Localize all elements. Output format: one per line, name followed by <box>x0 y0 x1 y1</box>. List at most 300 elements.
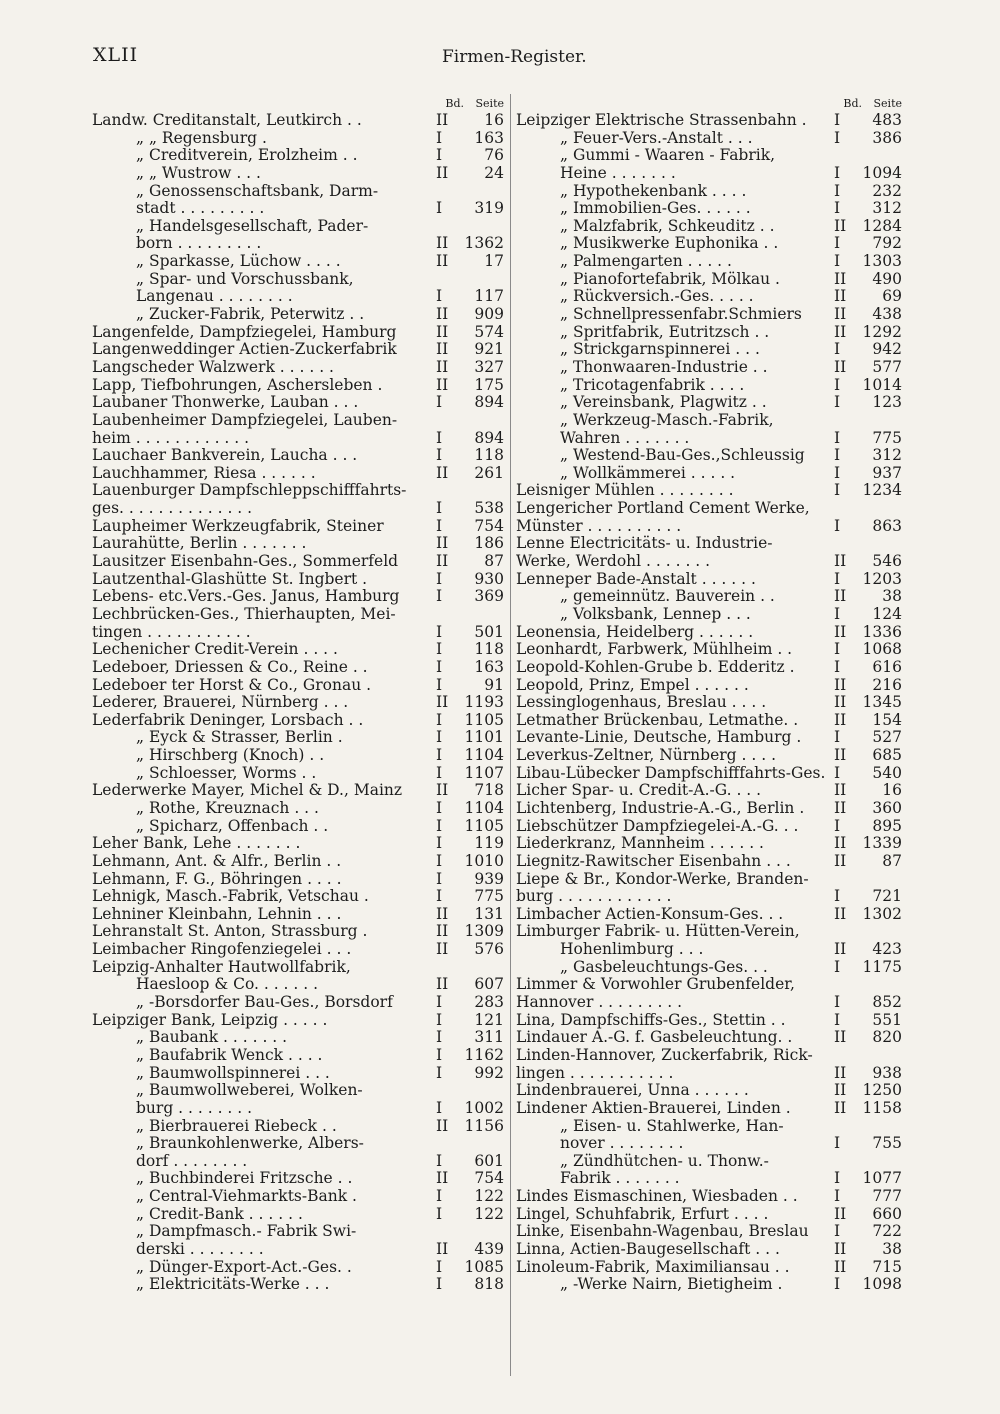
entry-volume: I <box>436 1187 443 1206</box>
entry-name: burg . . . . . . . . . . . . <box>516 888 672 906</box>
entry-name: „ Gummi - Waaren - Fabrik, <box>560 147 776 165</box>
entry-name: Lausitzer Eisenbahn-Ges., Sommerfeld <box>92 553 399 571</box>
entry-page: 755 <box>872 1134 902 1153</box>
index-entry <box>92 1047 506 1065</box>
entry-volume: I <box>436 675 443 694</box>
entry-name: Leverkus-Zeltner, Nürnberg . . . . <box>516 747 776 765</box>
index-entry <box>92 888 506 906</box>
entry-name: Lenne Electricitäts- u. Industrie- <box>516 535 773 553</box>
entry-name: Leonensia, Heidelberg . . . . . . <box>516 623 754 641</box>
entry-volume: II <box>436 375 449 394</box>
entry-page: 1101 <box>464 728 504 747</box>
entry-page: 601 <box>474 1151 504 1170</box>
entry-name: „ Spritfabrik, Eutritzsch . . <box>560 323 770 341</box>
entry-volume: I <box>834 763 841 782</box>
index-entry <box>92 941 506 959</box>
entry-page: 16 <box>484 111 504 129</box>
entry-name: „ Baumwollweberei, Wolken- <box>136 1082 363 1100</box>
entry-volume: II <box>436 357 449 376</box>
entry-volume: I <box>436 1010 443 1029</box>
entry-name: Leopold, Prinz, Empel . . . . . . <box>516 676 749 694</box>
entry-page: 1309 <box>464 922 504 941</box>
entry-volume: I <box>436 993 443 1012</box>
index-entry <box>516 447 904 465</box>
entry-name: „ Bierbrauerei Riebeck . . <box>136 1117 337 1135</box>
index-entry <box>92 147 506 165</box>
entry-volume: I <box>834 181 841 200</box>
entry-page: 718 <box>474 781 504 800</box>
entry-volume: I <box>834 446 841 465</box>
index-entry <box>516 994 904 1012</box>
entry-name: Linke, Eisenbahn-Wagenbau, Breslau <box>516 1223 809 1241</box>
entry-volume: I <box>436 816 443 835</box>
entry-volume: I <box>436 1045 443 1064</box>
entry-name: „ Zündhütchen- u. Thonw.- <box>560 1152 769 1170</box>
entry-name: Lichtenberg, Industrie-A.-G., Berlin . <box>516 799 805 817</box>
index-entry <box>516 288 904 306</box>
entry-name: Lautzenthal-Glashütte St. Ingbert . <box>92 570 368 588</box>
entry-page: 118 <box>474 446 504 465</box>
entry-name: burg . . . . . . . . <box>136 1099 253 1117</box>
entry-page: 660 <box>872 1204 902 1223</box>
index-entry <box>92 165 506 183</box>
entry-name: „ Volksbank, Lennep . . . <box>560 605 751 623</box>
entry-name: „ Thonwaaren-Industrie . . <box>560 358 768 376</box>
entry-name: Libau-Lübecker Dampfschifffahrts-Ges. <box>516 764 826 782</box>
entry-name: Lechenicher Credit-Verein . . . . <box>92 641 338 659</box>
entry-name: „ Rückversich.-Ges. . . . . <box>560 288 754 306</box>
entry-volume: II <box>436 234 449 253</box>
index-entry <box>92 606 506 624</box>
index-entry <box>516 588 904 606</box>
entry-volume: I <box>436 1275 443 1294</box>
entry-name: tingen . . . . . . . . . . . <box>92 623 251 641</box>
entry-page: 483 <box>872 111 902 129</box>
index-entry <box>516 888 904 906</box>
entry-page: 501 <box>474 622 504 641</box>
entry-name: Limbacher Actien-Konsum-Ges. . . <box>516 905 784 923</box>
entry-name: Laupheimer Werkzeugfabrik, Steiner <box>92 517 384 535</box>
entry-name: Lindes Eismaschinen, Wiesbaden . . <box>516 1188 798 1206</box>
entry-page: 1107 <box>464 763 504 782</box>
entry-volume: I <box>834 887 841 906</box>
entry-volume: I <box>834 1187 841 1206</box>
entry-volume: I <box>436 763 443 782</box>
index-entry <box>516 1206 904 1224</box>
entry-name: Lederfabrik Deninger, Lorsbach . . <box>92 711 364 729</box>
entry-volume: II <box>834 287 847 306</box>
index-entry <box>92 818 506 836</box>
index-entry <box>92 130 506 148</box>
entry-volume: I <box>436 640 443 659</box>
entry-name: Ledeboer ter Horst & Co., Gronau . <box>92 676 372 694</box>
entry-volume: I <box>834 199 841 218</box>
entry-name: Leher Bank, Lehe . . . . . . . <box>92 835 301 853</box>
entry-page: 118 <box>474 640 504 659</box>
entry-name: „ Baufabrik Wenck . . . . <box>136 1046 323 1064</box>
entry-page: 894 <box>474 393 504 412</box>
entry-volume: I <box>436 657 443 676</box>
index-entry <box>516 782 904 800</box>
entry-name: „ Malzfabrik, Schkeuditz . . <box>560 217 775 235</box>
entry-volume: II <box>436 1169 449 1188</box>
entry-volume: II <box>436 163 449 182</box>
entry-name: Lessinglogenhaus, Breslau . . . . <box>516 694 767 712</box>
page-header <box>0 44 1000 72</box>
entry-name: „ Creditverein, Erolzheim . . <box>136 147 358 165</box>
entry-page: 754 <box>474 516 504 535</box>
entry-name: Linna, Actien-Baugesellschaft . . . <box>516 1241 780 1258</box>
entry-volume: I <box>436 146 443 165</box>
index-entry <box>92 641 506 659</box>
entry-name: „ -Werke Nairn, Bietigheim . <box>560 1276 783 1294</box>
band-header: Bd. <box>445 97 464 110</box>
entry-name: Leonhardt, Farbwerk, Mühlheim . . <box>516 641 793 659</box>
entry-page: 1077 <box>862 1169 902 1188</box>
entry-name: Laubenheimer Dampfziegelei, Lauben- <box>92 411 398 429</box>
entry-name: dorf . . . . . . . . <box>136 1152 248 1170</box>
entry-name: Licher Spar- u. Credit-A.-G. . . . <box>516 782 762 800</box>
entry-name: Liepe & Br., Kondor-Werke, Branden- <box>516 870 809 888</box>
index-entry <box>516 906 904 924</box>
index-entry <box>516 641 904 659</box>
entry-name: Lehniner Kleinbahn, Lehnin . . . <box>92 905 342 923</box>
entry-page: 122 <box>474 1187 504 1206</box>
entry-name: Langenau . . . . . . . . <box>136 288 293 306</box>
entry-volume: I <box>436 746 443 765</box>
index-entry <box>92 500 506 518</box>
entry-name: „ Palmengarten . . . . . <box>560 253 732 271</box>
entry-page: 527 <box>872 728 902 747</box>
index-entry <box>92 1100 506 1118</box>
entry-page: 87 <box>484 552 504 571</box>
entry-page: 1002 <box>464 1098 504 1117</box>
index-entry <box>92 306 506 324</box>
entry-volume: II <box>834 693 847 712</box>
index-entry <box>516 112 904 130</box>
entry-volume: II <box>436 340 449 359</box>
entry-volume: II <box>834 305 847 324</box>
entry-name: Lebens- etc.Vers.-Ges. Janus, Hamburg <box>92 588 400 606</box>
entry-name: Laubaner Thonwerke, Lauban . . . <box>92 394 359 412</box>
index-entry <box>516 430 904 448</box>
entry-volume: II <box>834 940 847 959</box>
index-entry <box>516 377 904 395</box>
entry-page: 715 <box>872 1257 902 1276</box>
entry-page: 1234 <box>862 481 902 500</box>
index-entry <box>516 1012 904 1030</box>
entry-volume: II <box>436 693 449 712</box>
entry-name: „ Werkzeug-Masch.-Fabrik, <box>560 411 774 429</box>
entry-volume: II <box>834 1204 847 1223</box>
index-entry <box>92 394 506 412</box>
entry-volume: I <box>834 481 841 500</box>
entry-page: 937 <box>872 463 902 482</box>
entry-volume: II <box>834 675 847 694</box>
entry-page: 360 <box>872 798 902 817</box>
index-entry <box>92 1259 506 1277</box>
entry-page: 423 <box>872 940 902 959</box>
entry-name: „ Musikwerke Euphonika . . <box>560 235 779 253</box>
entry-name: Leipzig-Anhalter Hautwollfabrik, <box>92 958 351 976</box>
entry-page: 616 <box>872 657 902 676</box>
entry-volume: II <box>436 463 449 482</box>
entry-name: „ Gasbeleuchtungs-Ges. . . <box>560 958 768 976</box>
entry-volume: I <box>436 851 443 870</box>
entry-volume: I <box>834 375 841 394</box>
index-entry <box>92 341 506 359</box>
entry-page: 754 <box>474 1169 504 1188</box>
index-entry <box>92 677 506 695</box>
index-entry <box>516 147 904 165</box>
entry-page: 775 <box>474 887 504 906</box>
entry-volume: I <box>834 957 841 976</box>
entry-volume: I <box>834 111 841 129</box>
entry-volume: II <box>834 552 847 571</box>
entry-volume: II <box>436 1240 449 1258</box>
entry-volume: I <box>834 569 841 588</box>
entry-page: 576 <box>474 940 504 959</box>
entry-name: Lauchhammer, Riesa . . . . . . <box>92 464 316 482</box>
column-divider <box>510 94 511 1376</box>
entry-page: 312 <box>872 446 902 465</box>
index-entry <box>516 1082 904 1100</box>
index-entry <box>516 606 904 624</box>
index-entry <box>516 482 904 500</box>
entry-volume: I <box>834 993 841 1012</box>
entry-name: Lindenbrauerei, Unna . . . . . . <box>516 1082 749 1100</box>
entry-page: 577 <box>872 357 902 376</box>
index-entry <box>516 306 904 324</box>
entry-name: Lauenburger Dampfschleppschifffahrts- <box>92 482 407 500</box>
entry-volume: II <box>436 975 449 994</box>
page-number: XLII <box>93 44 139 66</box>
index-entry <box>516 818 904 836</box>
entry-name: „ Tricotagenfabrik . . . . <box>560 376 745 394</box>
entry-name: Ledeboer, Driessen & Co., Reine . . <box>92 658 368 676</box>
entry-volume: I <box>834 1275 841 1294</box>
right-column <box>516 94 904 1294</box>
entry-page: 163 <box>474 657 504 676</box>
index-entry <box>516 200 904 218</box>
entry-volume: II <box>436 111 449 129</box>
entry-volume: II <box>436 252 449 271</box>
entry-volume: I <box>834 728 841 747</box>
index-entry <box>92 729 506 747</box>
entry-name: „ Elektricitäts-Werke . . . <box>136 1276 330 1294</box>
entry-page: 76 <box>484 146 504 165</box>
entry-page: 311 <box>474 1028 504 1047</box>
entry-page: 1362 <box>464 234 504 253</box>
entry-page: 574 <box>474 322 504 341</box>
index-entry <box>516 341 904 359</box>
entry-page: 119 <box>474 834 504 853</box>
entry-volume: I <box>436 834 443 853</box>
entry-page: 312 <box>872 199 902 218</box>
index-entry <box>92 1223 506 1241</box>
entry-volume: II <box>834 622 847 641</box>
index-entry <box>92 1082 506 1100</box>
entry-name: Levante-Linie, Deutsche, Hamburg . <box>516 729 802 747</box>
index-entry <box>92 747 506 765</box>
entry-page: 909 <box>474 305 504 324</box>
entry-name: Letmather Brückenbau, Letmathe. . <box>516 711 799 729</box>
entry-page: 1085 <box>464 1257 504 1276</box>
entry-volume: I <box>436 798 443 817</box>
entry-volume: I <box>436 128 443 147</box>
entry-volume: I <box>436 622 443 641</box>
entry-volume: I <box>436 428 443 447</box>
entry-name: Lindauer A.-G. f. Gasbeleuchtung. . <box>516 1029 793 1047</box>
entry-page: 777 <box>872 1187 902 1206</box>
index-entry <box>516 1029 904 1047</box>
entry-name: „ Braunkohlenwerke, Albers- <box>136 1135 364 1153</box>
entry-page: 895 <box>872 816 902 835</box>
entry-name: Lehnigk, Masch.-Fabrik, Vetschau . <box>92 888 369 906</box>
index-entry <box>92 1206 506 1224</box>
entry-name: „ Sparkasse, Lüchow . . . . <box>136 253 341 271</box>
index-entry <box>92 1276 506 1294</box>
entry-page: 1345 <box>862 693 902 712</box>
entry-page: 1162 <box>464 1045 504 1064</box>
entry-volume: I <box>834 234 841 253</box>
entry-volume: I <box>834 604 841 623</box>
entry-volume: II <box>436 1116 449 1135</box>
entry-volume: I <box>436 446 443 465</box>
entry-name: Lechbrücken-Ges., Thierhaupten, Mei- <box>92 605 396 623</box>
entry-volume: I <box>436 393 443 412</box>
index-entry <box>92 588 506 606</box>
entry-name: Liebschützer Dampfziegelei-A.-G. . . <box>516 817 799 835</box>
entry-volume: II <box>834 216 847 235</box>
entry-page: 87 <box>882 851 902 870</box>
seite-header: Seite <box>873 97 902 110</box>
entry-page: 1158 <box>862 1098 902 1117</box>
entry-name: ges. . . . . . . . . . . . . . <box>92 500 253 518</box>
entry-volume: I <box>436 869 443 888</box>
entry-name: „ „ Wustrow . . . <box>136 164 261 182</box>
entry-name: „ Spicharz, Offenbach . . <box>136 817 329 835</box>
entry-page: 894 <box>474 428 504 447</box>
entry-name: „ Eisen- u. Stahlwerke, Han- <box>560 1117 784 1135</box>
entry-volume: I <box>834 1010 841 1029</box>
entry-page: 1014 <box>862 375 902 394</box>
entry-volume: II <box>834 1098 847 1117</box>
entry-volume: II <box>436 305 449 324</box>
entry-page: 1104 <box>464 746 504 765</box>
entry-name: „ Feuer-Vers.-Anstalt . . . <box>560 129 753 147</box>
entry-volume: II <box>834 781 847 800</box>
index-entry <box>516 659 904 677</box>
index-entry <box>516 1259 904 1277</box>
entry-volume: I <box>436 587 443 606</box>
index-entry <box>92 112 506 130</box>
index-entry <box>92 288 506 306</box>
entry-volume: I <box>834 1134 841 1153</box>
entry-name: „ Schnellpressenfabr.Schmiers <box>560 306 802 324</box>
entry-page: 792 <box>872 234 902 253</box>
entry-name: Fabrik . . . . . . . <box>560 1170 680 1188</box>
entry-name: Lengericher Portland Cement Werke, <box>516 500 810 518</box>
entry-page: 327 <box>474 357 504 376</box>
entry-volume: II <box>834 269 847 288</box>
entry-page: 1302 <box>862 904 902 923</box>
index-entry <box>92 871 506 889</box>
entry-page: 38 <box>882 587 902 606</box>
index-entry <box>516 1135 904 1153</box>
running-title: Firmen-Register. <box>442 47 587 67</box>
index-entry <box>92 1012 506 1030</box>
entry-page: 123 <box>872 393 902 412</box>
entry-volume: II <box>436 781 449 800</box>
entry-page: 1292 <box>862 322 902 341</box>
entry-name: Lederer, Brauerei, Nürnberg . . . <box>92 694 349 712</box>
index-entry <box>92 835 506 853</box>
entry-volume: II <box>834 1063 847 1082</box>
entry-page: 163 <box>474 128 504 147</box>
index-entry <box>92 923 506 941</box>
entry-volume: I <box>834 252 841 271</box>
entry-page: 939 <box>474 869 504 888</box>
index-entry <box>516 694 904 712</box>
entry-page: 1193 <box>464 693 504 712</box>
entry-volume: II <box>436 922 449 941</box>
entry-volume: II <box>834 834 847 853</box>
index-entry <box>516 800 904 818</box>
entry-page: 1336 <box>862 622 902 641</box>
entry-volume: II <box>834 1081 847 1100</box>
index-entry <box>516 871 904 889</box>
entry-name: Hannover . . . . . . . . . <box>516 994 683 1012</box>
entry-volume: I <box>834 428 841 447</box>
entry-page: 863 <box>872 516 902 535</box>
entry-page: 607 <box>474 975 504 994</box>
entry-name: derski . . . . . . . . <box>136 1241 264 1258</box>
entry-name: Linoleum-Fabrik, Maximiliansau . . <box>516 1258 790 1276</box>
index-entry <box>92 377 506 395</box>
entry-name: Leisniger Mühlen . . . . . . . . <box>516 482 734 500</box>
entry-page: 921 <box>474 340 504 359</box>
entry-volume: I <box>834 128 841 147</box>
index-entry <box>516 712 904 730</box>
entry-volume: II <box>436 534 449 553</box>
index-entry <box>92 535 506 553</box>
entry-volume: I <box>436 199 443 218</box>
entry-page: 1098 <box>862 1275 902 1294</box>
index-entry <box>92 518 506 536</box>
entry-page: 775 <box>872 428 902 447</box>
entry-page: 1094 <box>862 163 902 182</box>
entry-name: Leopold-Kohlen-Grube b. Edderitz . <box>516 658 795 676</box>
entry-volume: II <box>834 1028 847 1047</box>
entry-name: Leimbacher Ringofenziegelei . . . <box>92 941 352 959</box>
index-entry <box>516 359 904 377</box>
entry-name: Lederwerke Mayer, Michel & D., Mainz <box>92 782 403 800</box>
entry-page: 438 <box>872 305 902 324</box>
entry-name: Münster . . . . . . . . . . <box>516 517 682 535</box>
index-entry <box>92 359 506 377</box>
entry-name: „ Pianofortefabrik, Mölkau . <box>560 270 780 288</box>
index-entry <box>516 765 904 783</box>
entry-name: „ Baubank . . . . . . . <box>136 1029 288 1047</box>
entry-name: Laurahütte, Berlin . . . . . . . <box>92 535 307 553</box>
entry-name: „ Wollkämmerei . . . . . <box>560 464 736 482</box>
index-entry <box>516 729 904 747</box>
index-entry <box>516 518 904 536</box>
entry-name: Leipziger Bank, Leipzig . . . . . <box>92 1011 328 1029</box>
entry-page: 91 <box>484 675 504 694</box>
index-entry <box>92 465 506 483</box>
